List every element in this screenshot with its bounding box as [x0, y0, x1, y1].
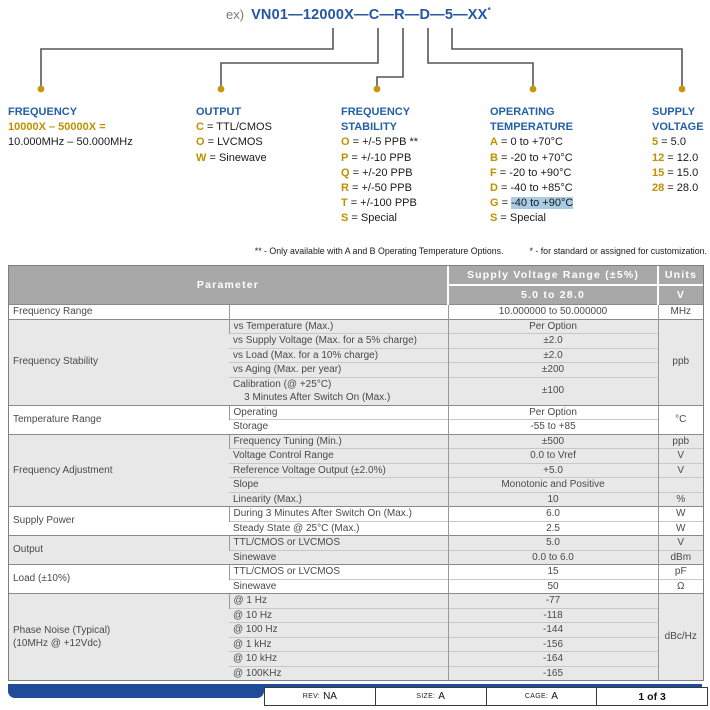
legend-entry: S = Special — [341, 212, 397, 225]
option-value: 5.0 — [670, 136, 686, 149]
option-value: 15.0 — [676, 166, 699, 179]
spec-value-cell: -118 — [448, 608, 658, 623]
legend-entry: G = -40 to +90°C — [490, 197, 574, 210]
option-value: TTL/CMOS — [216, 121, 272, 134]
connector-dot — [218, 86, 225, 93]
connector-dot — [679, 86, 686, 93]
spec-group-cell: Frequency Adjustment — [9, 434, 229, 507]
spec-param-cell: Voltage Control Range — [229, 449, 448, 464]
legend-entry: F = -20 to +90°C — [490, 166, 572, 179]
highlighted-option-value: -40 to +90°C — [511, 197, 574, 210]
spec-value-cell: 10.000000 to 50.000000 — [448, 305, 658, 320]
legend-entry: B = -20 to +70°C — [490, 151, 573, 164]
spec-param-cell: Steady State @ 25°C (Max.) — [229, 521, 448, 536]
legend-entry: O = LVCMOS — [196, 136, 263, 149]
legend-entry: 15 = 15.0 — [652, 166, 699, 179]
footer-cage-cell — [486, 687, 598, 706]
spec-param-cell: Linearity (Max.) — [229, 492, 448, 507]
connector-line-frequency — [41, 28, 333, 86]
spec-unit-cell: V — [658, 449, 703, 464]
spec-unit-cell: V — [658, 463, 703, 478]
spec-row — [9, 305, 703, 320]
spec-group-cell: Frequency Stability — [9, 319, 229, 405]
spec-row — [9, 434, 703, 449]
legend-entry — [8, 135, 133, 150]
spec-value-cell: Per Option — [448, 405, 658, 420]
spec-param-cell — [229, 305, 448, 320]
spec-param-cell: @ 100KHz — [229, 666, 448, 680]
legend-entry: Q = +/-20 PPB — [341, 166, 413, 179]
spec-value-cell: -165 — [448, 666, 658, 680]
spec-value-cell: 5.0 — [448, 536, 658, 551]
legend-entry: R = +/-50 PPB — [341, 182, 412, 195]
spec-value-cell: ±200 — [448, 363, 658, 378]
spec-param-cell: Operating — [229, 405, 448, 420]
option-code: G — [490, 197, 499, 210]
legend-column-frequency — [8, 105, 133, 151]
option-value: +/-50 PPB — [361, 182, 412, 195]
option-value: 12.0 — [676, 151, 699, 164]
legend-entry: 12 = 12.0 — [652, 151, 699, 164]
spec-unit-cell: ppb — [658, 434, 703, 449]
option-value: 28.0 — [676, 182, 699, 195]
spec-value-cell: ±2.0 — [448, 334, 658, 349]
legend-title: OPERATING TEMPERATURE — [490, 106, 573, 134]
option-value: -40 to +85°C — [510, 182, 573, 195]
spec-param-cell: Sinewave — [229, 579, 448, 594]
spec-unit-cell: dBc/Hz — [658, 594, 703, 681]
spec-unit-cell — [658, 478, 703, 493]
spec-value-cell: 10 — [448, 492, 658, 507]
option-code: R — [341, 182, 349, 195]
legend-column-operating-temperature — [490, 105, 573, 227]
option-code: O — [196, 136, 205, 149]
spec-param-cell: Calibration (@ +25°C) 3 Minutes After Switch On (Max.) — [229, 377, 448, 405]
option-code: A — [490, 136, 498, 149]
spec-value-cell: -55 to +85 — [448, 420, 658, 435]
option-code: 15 — [652, 166, 665, 179]
spec-table-wrapper — [8, 265, 704, 681]
spec-unit-cell: % — [658, 492, 703, 507]
connector-line-output — [221, 28, 378, 86]
legend-entry: C = TTL/CMOS — [196, 121, 272, 134]
option-value: Special — [509, 212, 546, 225]
spec-param-cell: vs Supply Voltage (Max. for a 5% charge) — [229, 334, 448, 349]
spec-value-cell: 0.0 to 6.0 — [448, 550, 658, 565]
spec-row — [9, 319, 703, 334]
spec-row — [9, 536, 703, 551]
spec-value-cell: Per Option — [448, 319, 658, 334]
option-code: Q — [341, 166, 350, 179]
spec-param-cell: @ 10 Hz — [229, 608, 448, 623]
legend-title: FREQUENCY STABILITY — [341, 106, 411, 134]
spec-header-parameter: Parameter — [9, 266, 448, 305]
spec-unit-cell: W — [658, 507, 703, 522]
rev-label: REV: — [302, 693, 321, 700]
option-value: Special — [360, 212, 397, 225]
spec-unit-cell: W — [658, 521, 703, 536]
spec-unit-cell: pF — [658, 565, 703, 580]
spec-value-cell: -144 — [448, 623, 658, 638]
spec-value-cell: Monotonic and Positive — [448, 478, 658, 493]
spec-param-cell: Storage — [229, 420, 448, 435]
option-value: +/-100 PPB — [360, 197, 417, 210]
option-code: 28 — [652, 182, 665, 195]
legend-entry: P = +/-10 PPB — [341, 151, 412, 164]
option-code: 5 — [652, 136, 659, 149]
spec-header-supply-range: Supply Voltage Range (±5%) — [448, 266, 658, 285]
option-code: F — [490, 166, 497, 179]
spec-unit-cell: V — [658, 536, 703, 551]
part-number: VN01—12000X—C—R—D—5—XX* — [251, 6, 491, 23]
option-value: -20 to +70°C — [510, 151, 573, 164]
connector-line-stability — [377, 28, 403, 86]
legend-title: FREQUENCY — [8, 106, 78, 118]
spec-group-cell: Frequency Range — [9, 305, 229, 320]
connector-diagram — [0, 0, 710, 100]
footnote-single-star: * - for standard or assigned for customization. — [529, 246, 707, 256]
cage-label: CAGE: — [524, 693, 549, 700]
option-value: 10.000MHz – 50.000MHz — [8, 136, 133, 149]
spec-param-cell: TTL/CMOS or LVCMOS — [229, 536, 448, 551]
legend-title: SUPPLY VOLTAGE — [652, 106, 704, 134]
page-number: 1 of 3 — [638, 690, 666, 703]
legend-entry: T = +/-100 PPB — [341, 197, 417, 210]
connector-dot — [38, 86, 45, 93]
size-label: SIZE: — [416, 693, 436, 700]
spec-table-header — [9, 266, 703, 305]
spec-param-cell: Reference Voltage Output (±2.0%) — [229, 463, 448, 478]
size-value: A — [438, 691, 445, 702]
legend-entry: S = Special — [490, 212, 546, 225]
footnotes — [0, 246, 707, 256]
option-code: S — [490, 212, 498, 225]
spec-group-cell: Temperature Range — [9, 405, 229, 434]
spec-value-cell: 50 — [448, 579, 658, 594]
spec-header-supply-range-sub: 5.0 to 28.0 — [448, 285, 658, 305]
option-code: P — [341, 151, 349, 164]
spec-value-cell: ±500 — [448, 434, 658, 449]
spec-param-cell: @ 1 Hz — [229, 594, 448, 609]
option-value: Sinewave — [218, 151, 267, 164]
option-code: C — [196, 121, 204, 134]
spec-unit-cell: ppb — [658, 319, 703, 405]
spec-unit-cell: °C — [658, 405, 703, 434]
spec-row — [9, 565, 703, 580]
option-value: +/-10 PPB — [360, 151, 412, 164]
rev-value: NA — [323, 691, 337, 702]
option-value: +/-20 PPB — [362, 166, 413, 179]
spec-group-cell: Load (±10%) — [9, 565, 229, 594]
footer-size-cell — [375, 687, 487, 706]
cage-value: A — [551, 691, 558, 702]
legend-entry: D = -40 to +85°C — [490, 182, 573, 195]
spec-param-cell: During 3 Minutes After Switch On (Max.) — [229, 507, 448, 522]
legend-title: OUTPUT — [196, 106, 242, 118]
option-code: B — [490, 151, 498, 164]
legend-entry: A = 0 to +70°C — [490, 136, 563, 149]
spec-group-cell: Output — [9, 536, 229, 565]
spec-header-units: Units — [658, 266, 703, 285]
spec-value-cell: ±2.0 — [448, 348, 658, 363]
spec-value-cell: 2.5 — [448, 521, 658, 536]
example-prefix: ex) — [226, 6, 245, 22]
spec-value-cell: -164 — [448, 652, 658, 667]
option-code: 12 — [652, 151, 665, 164]
option-value: LVCMOS — [217, 136, 263, 149]
connector-line-temperature — [428, 28, 533, 86]
spec-value-cell: ±100 — [448, 377, 658, 405]
spec-unit-cell: dBm — [658, 550, 703, 565]
spec-param-cell: @ 1 kHz — [229, 637, 448, 652]
option-code: 10000X – 50000X = — [8, 121, 106, 134]
legend-entry: W = Sinewave — [196, 151, 267, 164]
option-value: 0 to +70°C — [510, 136, 563, 149]
spec-param-cell: Sinewave — [229, 550, 448, 565]
spec-value-cell: 15 — [448, 565, 658, 580]
spec-value-cell: -77 — [448, 594, 658, 609]
part-number-footnote-marker: * — [487, 6, 491, 15]
connector-dot — [374, 86, 381, 93]
spec-param-cell: Slope — [229, 478, 448, 493]
legend-column-frequency-stability — [341, 105, 418, 227]
option-code: T — [341, 197, 348, 210]
option-value: -20 to +90°C — [509, 166, 572, 179]
spec-table — [9, 266, 703, 680]
spec-table-body — [9, 305, 703, 681]
legend-entry — [8, 120, 133, 135]
spec-param-cell: Frequency Tuning (Min.) — [229, 434, 448, 449]
spec-group-cell: Phase Noise (Typical) (10MHz @ +12Vdc) — [9, 594, 229, 681]
spec-param-cell: vs Aging (Max. per year) — [229, 363, 448, 378]
connector-line-voltage — [452, 28, 682, 86]
spec-param-cell: @ 100 Hz — [229, 623, 448, 638]
footer-rev-cell — [264, 687, 376, 706]
spec-row — [9, 405, 703, 420]
legend-entry: 5 = 5.0 — [652, 136, 686, 149]
option-code: S — [341, 212, 349, 225]
option-code: O — [341, 136, 350, 149]
connector-dot — [530, 86, 537, 93]
spec-group-cell: Supply Power — [9, 507, 229, 536]
spec-value-cell: +5.0 — [448, 463, 658, 478]
footer-page-cell — [596, 687, 708, 706]
spec-header-units-sub: V — [658, 285, 703, 305]
spec-row — [9, 507, 703, 522]
legend-column-supply-voltage — [652, 105, 704, 196]
spec-value-cell: 6.0 — [448, 507, 658, 522]
legend-entry: O = +/-5 PPB ** — [341, 136, 419, 149]
spec-row — [9, 594, 703, 609]
option-code: D — [490, 182, 498, 195]
spec-param-cell: @ 10 kHz — [229, 652, 448, 667]
footnote-double-star: ** - Only available with A and B Operating Temperature Options. — [254, 246, 504, 256]
spec-unit-cell: Ω — [658, 579, 703, 594]
footer-blue-bar — [8, 684, 264, 698]
spec-param-cell: TTL/CMOS or LVCMOS — [229, 565, 448, 580]
spec-value-cell: 0.0 to Vref — [448, 449, 658, 464]
footer-info-cells — [264, 687, 708, 706]
spec-value-cell: -156 — [448, 637, 658, 652]
spec-unit-cell: MHz — [658, 305, 703, 320]
option-code: W — [196, 151, 207, 164]
spec-param-cell: vs Temperature (Max.) — [229, 319, 448, 334]
spec-param-cell: vs Load (Max. for a 10% charge) — [229, 348, 448, 363]
option-value: +/-5 PPB ** — [362, 136, 419, 149]
legend-column-output — [196, 105, 272, 166]
legend-entry: 28 = 28.0 — [652, 182, 699, 195]
